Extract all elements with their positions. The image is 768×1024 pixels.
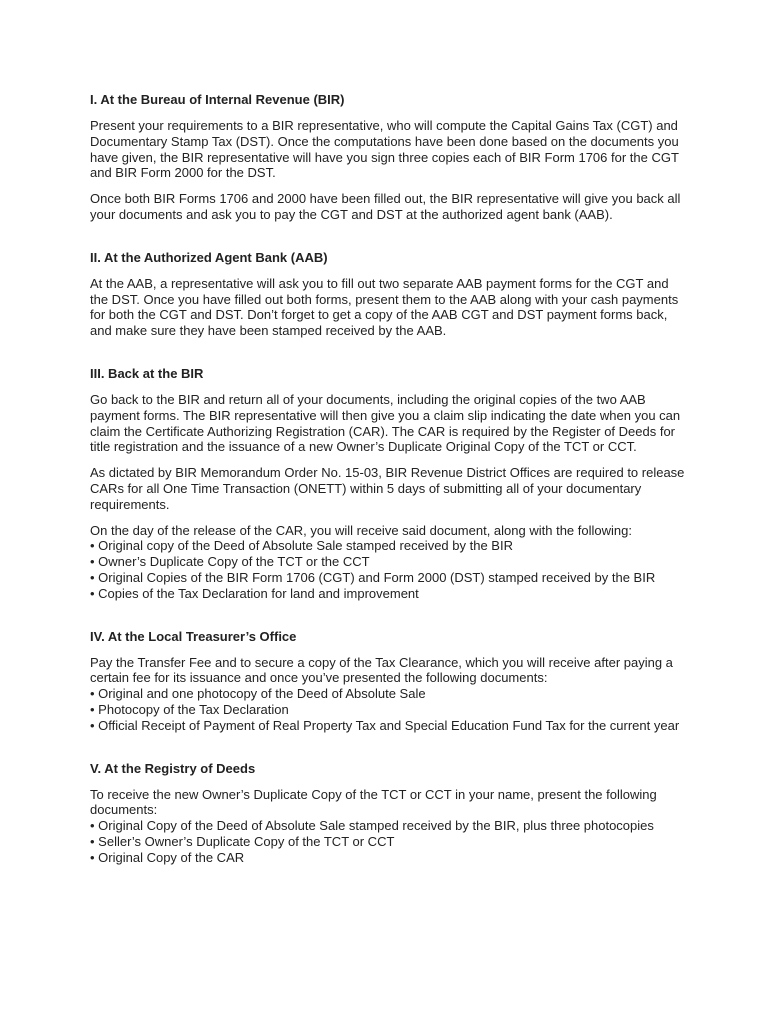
list-item: • Photocopy of the Tax Declaration <box>90 702 690 718</box>
section-heading: II. At the Authorized Agent Bank (AAB) <box>90 249 328 265</box>
bullet-list <box>90 818 690 865</box>
bullet-list <box>90 686 690 733</box>
list-item: • Original copy of the Deed of Absolute Sale stamped received by the BIR <box>90 538 690 554</box>
list-item: • Original Copy of the Deed of Absolute Sale stamped received by the BIR, plus three photocopies <box>90 818 690 834</box>
paragraph: Present your requirements to a BIR representative, who will compute the Capital Gains Tax (CGT) and Documentary Stamp Tax (DST). Once the computations have been done based on the documents you have given, the BIR representative will have you sign three copies each of BIR Form 1706 for the CGT and BIR Form 2000 for the DST. <box>90 118 679 181</box>
section-registry-of-deeds <box>90 761 690 866</box>
paragraph: To receive the new Owner’s Duplicate Copy of the TCT or CCT in your name, present the following documents: <box>90 786 657 818</box>
section-heading: I. At the Bureau of Internal Revenue (BIR) <box>90 92 345 107</box>
paragraph: At the AAB, a representative will ask you to fill out two separate AAB payment forms for the CGT and the DST. Once you have filled out both forms, present them to the AAB along with your cash payments for both the CGT and DST. Don’t forget to get a copy of the AAB CGT and DST payment forms back, and make sure they have been stamped received by the AAB. <box>90 275 679 339</box>
document-page <box>90 92 690 866</box>
section-bir <box>90 92 690 223</box>
section-local-treasurer <box>90 629 690 734</box>
list-item: • Original Copy of the CAR <box>90 850 690 866</box>
paragraph: On the day of the release of the CAR, you will receive said document, along with the following: <box>90 522 632 538</box>
list-item: • Seller’s Owner’s Duplicate Copy of the TCT or CCT <box>90 834 690 850</box>
bullet-list <box>90 538 690 601</box>
list-item: • Official Receipt of Payment of Real Property Tax and Special Education Fund Tax for the current year <box>90 718 690 734</box>
paragraph: Once both BIR Forms 1706 and 2000 have been filled out, the BIR representative will give you back all your documents and ask you to pay the CGT and DST at the authorized agent bank (AAB). <box>90 191 681 222</box>
list-item: • Original and one photocopy of the Deed of Absolute Sale <box>90 686 690 702</box>
paragraph: Go back to the BIR and return all of your documents, including the original copies of the two AAB payment forms. The BIR representative will then give you a claim slip indicating the date when you can claim the Certificate Authorizing Registration (CAR). The CAR is required by the Register of Deeds for title registration and the issuance of a new Owner’s Duplicate Original Copy of the TCT or CCT. <box>90 391 681 455</box>
paragraph: As dictated by BIR Memorandum Order No. 15-03, BIR Revenue District Offices are required to release CARs for all One Time Transaction (ONETT) within 5 days of submitting all of your documentary requirements. <box>90 465 685 512</box>
section-heading: V. At the Registry of Deeds <box>90 760 256 776</box>
section-heading: IV. At the Local Treasurer’s Office <box>90 628 297 644</box>
section-heading: III. Back at the BIR <box>90 365 204 381</box>
list-item: • Original Copies of the BIR Form 1706 (CGT) and Form 2000 (DST) stamped received by the BIR <box>90 570 690 586</box>
list-item: • Copies of the Tax Declaration for land and improvement <box>90 586 690 602</box>
list-item: • Owner’s Duplicate Copy of the TCT or the CCT <box>90 554 690 570</box>
paragraph: Pay the Transfer Fee and to secure a copy of the Tax Clearance, which you will receive after paying a certain fee for its issuance and once you’ve presented the following documents: <box>90 654 673 686</box>
section-aab <box>90 250 690 339</box>
section-back-at-bir <box>90 366 690 602</box>
